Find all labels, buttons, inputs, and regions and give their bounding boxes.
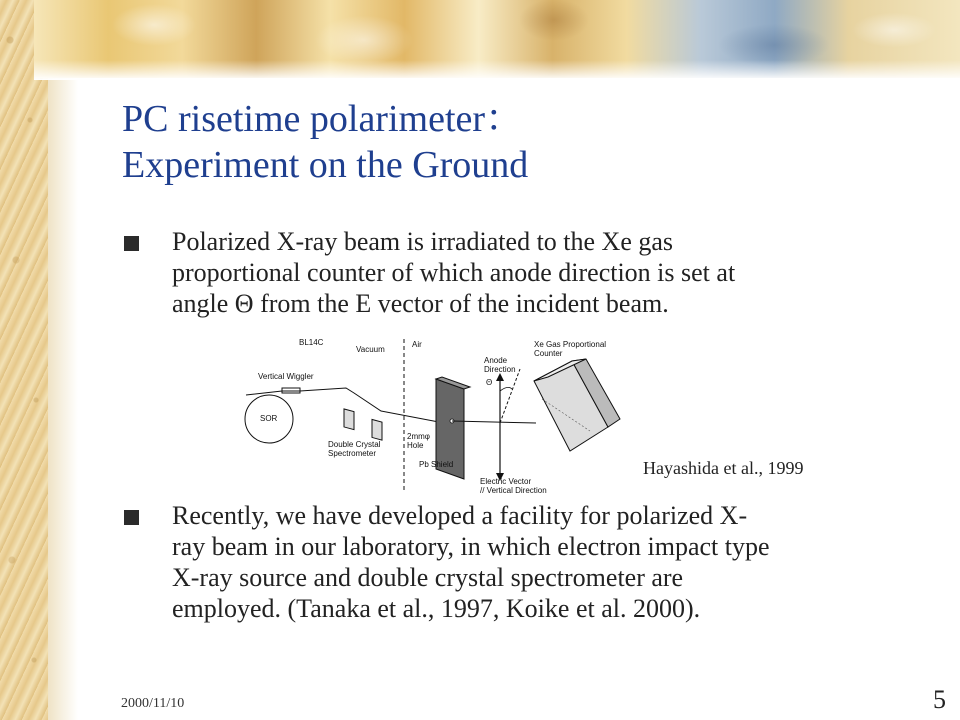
anode-direction-line [500, 369, 520, 423]
slide-title [122, 96, 922, 188]
label-vertical-wiggler: Vertical Wiggler [258, 372, 314, 381]
label-anode-1: Anode [484, 356, 508, 365]
label-vacuum: Vacuum [356, 345, 385, 354]
label-theta: Θ [486, 378, 493, 387]
slide-title-line-1: PC risetime polarimeter： [122, 98, 524, 140]
bullet-1-line-1: Polarized X-ray beam is irradiated to the Xe gas [172, 227, 674, 256]
bullet-2-line-2: ray beam in our laboratory, in which electron impact type [172, 532, 770, 561]
bullet-2-line-4: employed. (Tanaka et al., 1997, Koike et al. 2000). [172, 594, 701, 623]
bullet-square-icon [124, 510, 139, 525]
label-air: Air [412, 340, 422, 349]
label-xe-counter-2: Counter [534, 349, 563, 358]
beam-to-counter [452, 421, 536, 423]
bullet-2-line-1: Recently, we have developed a facility for polarized X- [172, 501, 748, 530]
bullet-text-1 [172, 226, 932, 319]
slide-title-line-2: Experiment on the Ground [122, 144, 529, 186]
page-number: 5 [933, 685, 946, 714]
label-hole-2: Hole [407, 441, 424, 450]
background-shade [48, 0, 78, 720]
label-electric-vector-2: // Vertical Direction [480, 486, 547, 495]
crystal-2 [372, 419, 382, 440]
label-pb-shield: Pb Shield [419, 460, 454, 469]
bullet-1-line-2: proportional counter of which anode direction is set at [172, 258, 736, 287]
bullet-2-line-3: X-ray source and double crystal spectrometer are [172, 563, 684, 592]
bullet-text-2 [172, 500, 932, 624]
experiment-setup-diagram [236, 333, 636, 495]
arrow-head-up [496, 373, 504, 381]
banner-fade [34, 60, 960, 80]
bullet-square-icon [124, 236, 139, 251]
footer-date: 2000/11/10 [121, 696, 185, 711]
label-double-crystal-1: Double Crystal [328, 440, 381, 449]
label-anode-2: Direction [484, 365, 516, 374]
label-hole-1: 2mmφ [407, 432, 430, 441]
label-sor: SOR [260, 414, 278, 423]
background-texture-strip [0, 0, 48, 720]
bullet-1-line-3: angle Θ from the E vector of the incident beam. [172, 289, 669, 318]
theta-arc [500, 387, 512, 391]
label-xe-counter-1: Xe Gas Proportional [534, 340, 607, 349]
label-electric-vector-1: Electric Vector [480, 477, 532, 486]
figure-credit: Hayashida et al., 1999 [643, 458, 804, 478]
bullet-point-2 [124, 500, 924, 630]
label-bl14c: BL14C [299, 338, 324, 347]
crystal-1 [344, 409, 354, 430]
bullet-point-1 [124, 226, 924, 326]
label-double-crystal-2: Spectrometer [328, 449, 377, 458]
